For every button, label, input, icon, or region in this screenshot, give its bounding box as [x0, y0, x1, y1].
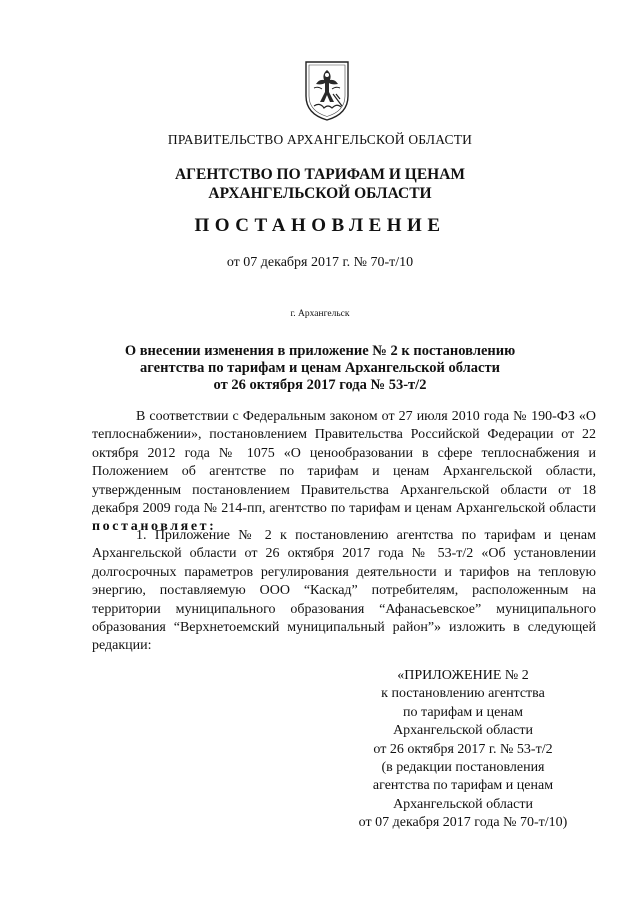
- title-line-3: от 26 октября 2017 года № 53-т/2: [213, 377, 427, 393]
- appendix-line: Архангельской области: [393, 723, 533, 739]
- preamble-paragraph: [92, 408, 596, 537]
- appendix-line: к постановлению агентства: [381, 686, 545, 702]
- clause-1-text: 1. Приложение № 2 к постановлению агентства по тарифам и ценам Архангельской области от 26 октября 2017 года № 53-т/2 «Об установлении долгосрочных параметров регулирования деятельности и тарифов на тепловую энергию, поставляемую ООО “Каскад” потребителям, расположенным на территории муниципального образования “Афанасьевское” муниципального образования “Верхнетоемский муниципальный район”» изложить в следующей редакции:: [92, 528, 596, 654]
- appendix-line: по тарифам и ценам: [403, 704, 523, 720]
- clause-1-paragraph: [92, 527, 596, 656]
- agency-name: [0, 165, 640, 203]
- title-line-1: О внесении изменения в приложение № 2 к постановлению: [124, 343, 516, 359]
- appendix-line: от 26 октября 2017 г. № 53-т/2: [373, 741, 553, 757]
- preamble-text: В соответствии с Федеральным законом от 27 июля 2010 года № 190-ФЗ «О теплоснабжении», постановлением Правительства Российской Федерации от 22 октября 2012 года № 1075 «О ценообразовании в сфере теплоснабжения и Положением об агентстве по тарифам и ценам Архангельской области, утвержденным постановлением Правительства Архангельской области от 18 декабря 2009 года № 214-пп, агентство по тарифам и ценам Архангельской области: [92, 409, 596, 517]
- appendix-line: Архангельской области: [393, 796, 533, 812]
- appendix-heading-block: [330, 667, 596, 833]
- document-type: ПОСТАНОВЛЕНИЕ: [194, 215, 446, 236]
- document-title: [0, 343, 640, 394]
- appendix-line: «ПРИЛОЖЕНИЕ № 2: [397, 668, 529, 683]
- document-city: г. Архангельск: [290, 309, 350, 319]
- appendix-line: агентства по тарифам и ценам: [372, 778, 554, 794]
- appendix-line: (в редакции постановления: [381, 760, 545, 776]
- title-line-2: агентства по тарифам и ценам Архангельской области: [140, 360, 500, 376]
- agency-name-line-1: АГЕНТСТВО ПО ТАРИФАМ И ЦЕНАМ: [174, 166, 466, 183]
- appendix-line: от 07 декабря 2017 года № 70-т/10): [358, 815, 568, 831]
- government-name: ПРАВИТЕЛЬСТВО АРХАНГЕЛЬСКОЙ ОБЛАСТИ: [167, 132, 473, 147]
- decree-word: постановляет:: [92, 519, 217, 535]
- agency-name-line-2: АРХАНГЕЛЬСКОЙ ОБЛАСТИ: [208, 185, 432, 202]
- coat-of-arms-emblem: [300, 58, 354, 122]
- document-date-number: от 07 декабря 2017 г. № 70-т/10: [226, 255, 414, 270]
